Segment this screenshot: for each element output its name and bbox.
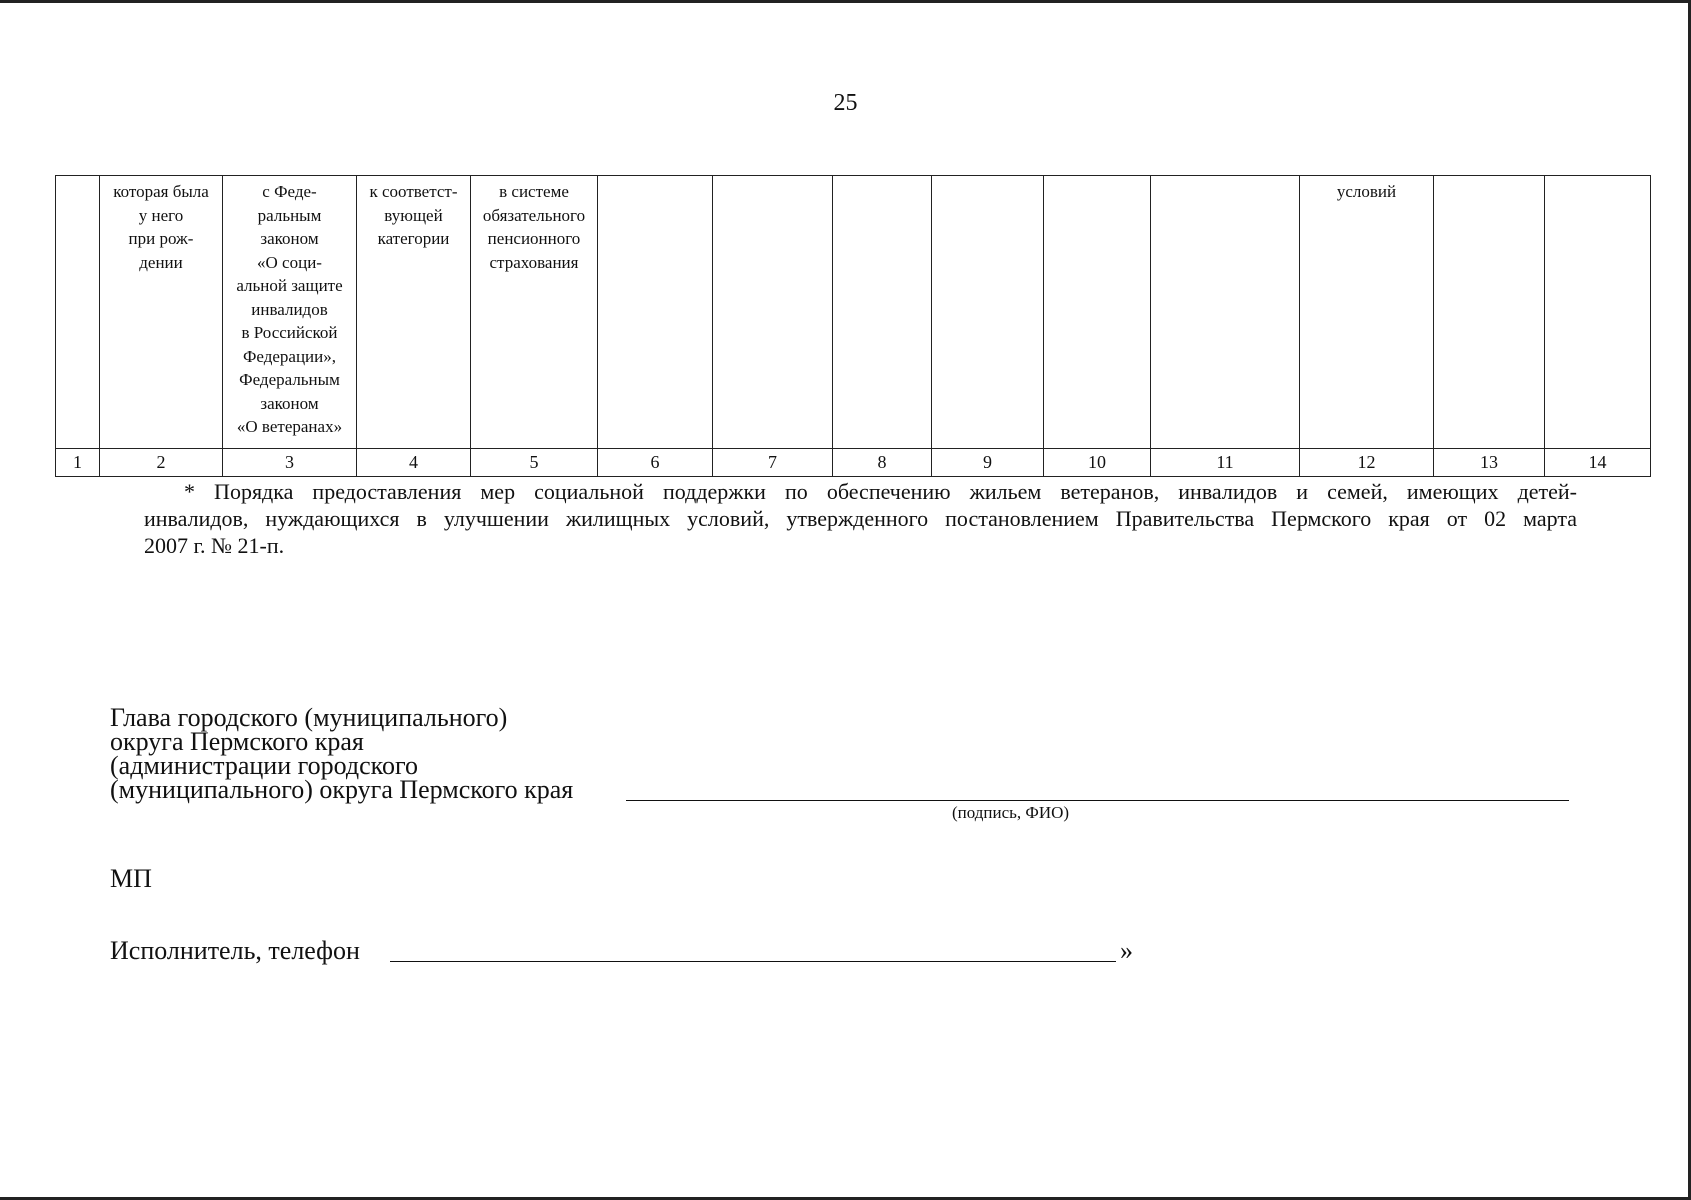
column-number-cell: 13 [1434,449,1545,477]
header-cell-text: ральным [257,205,322,225]
column-number-cell: 7 [713,449,833,477]
footnote-line: инвалидов, нуждающихся в улучшении жилищных условий, утвержденного постановлением Правительства Пермского края от 02 марта [144,506,1577,531]
column-number-cell: 4 [357,449,471,477]
header-cell-text: вующей [384,205,443,225]
header-cell-col-4 [357,176,471,449]
header-cell-col-7 [713,176,833,449]
signature-line [626,800,1569,801]
scan-border-top [0,0,1691,3]
header-cell-col-6 [598,176,713,449]
column-number-cell: 6 [598,449,713,477]
column-number-cell: 14 [1545,449,1651,477]
footnote-line: * Порядка предоставления мер социальной поддержки по обеспечению жильем ветеранов, инвалидов и семей, имеющих детей- [184,479,1577,504]
column-number-cell: 12 [1300,449,1434,477]
stamp-placeholder: МП [110,864,152,893]
signatory-title [110,703,574,804]
header-cell-text: «О ветеранах» [236,417,343,436]
data-table [55,175,1651,477]
signatory-title-line: (администрации городского [110,751,418,780]
header-cell-col-8 [833,176,932,449]
header-cell-col-1 [56,176,100,449]
header-cell-text: обязательного [482,205,586,225]
header-cell-text: в Российской [241,323,338,342]
header-cell-text: «О соци- [257,252,322,272]
header-cell-col-9 [932,176,1044,449]
header-cell-col-3 [223,176,357,449]
table-column-number-row [56,449,1651,477]
header-cell-text: законом [260,393,319,413]
header-cell-col-2 [100,176,223,449]
header-cell-text: которая была [113,182,209,201]
header-cell-text: Федерации», [242,346,337,366]
header-cell-text: альной защите [236,276,343,295]
footnote [144,478,1577,559]
header-cell-text: категории [377,229,450,248]
column-number-cell: 10 [1044,449,1151,477]
footnote-line: 2007 г. № 21-п. [144,533,285,558]
signatory-title-line: (муниципального) округа Пермского края [110,775,574,804]
column-number-cell: 3 [223,449,357,477]
header-cell-col-12 [1300,176,1434,449]
header-cell-col-11 [1151,176,1300,449]
column-number-cell: 9 [932,449,1044,477]
header-cell-text: у него [138,205,184,225]
header-cell-text: условий [1336,182,1397,201]
executor-phone-line [390,961,1116,962]
header-cell-text: дении [139,252,183,272]
column-number-cell: 2 [100,449,223,477]
header-cell-text: инвалидов [251,299,328,319]
header-cell-text: законом [260,229,319,248]
closing-quote: » [1120,936,1133,965]
header-cell-col-13 [1434,176,1545,449]
signature-caption: (подпись, ФИО) [952,803,1070,822]
header-cell-text: в системе [499,182,569,201]
signatory-title-line: Глава городского (муниципального) [110,703,508,732]
table-header-row [56,176,1651,449]
header-cell-text: к соответст- [369,182,458,201]
header-cell-text: страхования [489,252,579,272]
column-number-cell: 8 [833,449,932,477]
header-cell-text: при рож- [128,229,194,248]
column-number-cell: 1 [56,449,100,477]
header-cell-col-10 [1044,176,1151,449]
header-cell-text: с Феде- [262,182,317,201]
column-number-cell: 11 [1151,449,1300,477]
executor-label: Исполнитель, телефон [110,936,360,965]
header-cell-text: пенсионного [487,229,581,248]
column-number-cell: 5 [471,449,598,477]
header-cell-text: Федеральным [239,370,340,389]
page-number: 25 [833,90,858,116]
header-cell-col-5 [471,176,598,449]
signatory-title-line: округа Пермского края [110,727,364,756]
header-cell-col-14 [1545,176,1651,449]
